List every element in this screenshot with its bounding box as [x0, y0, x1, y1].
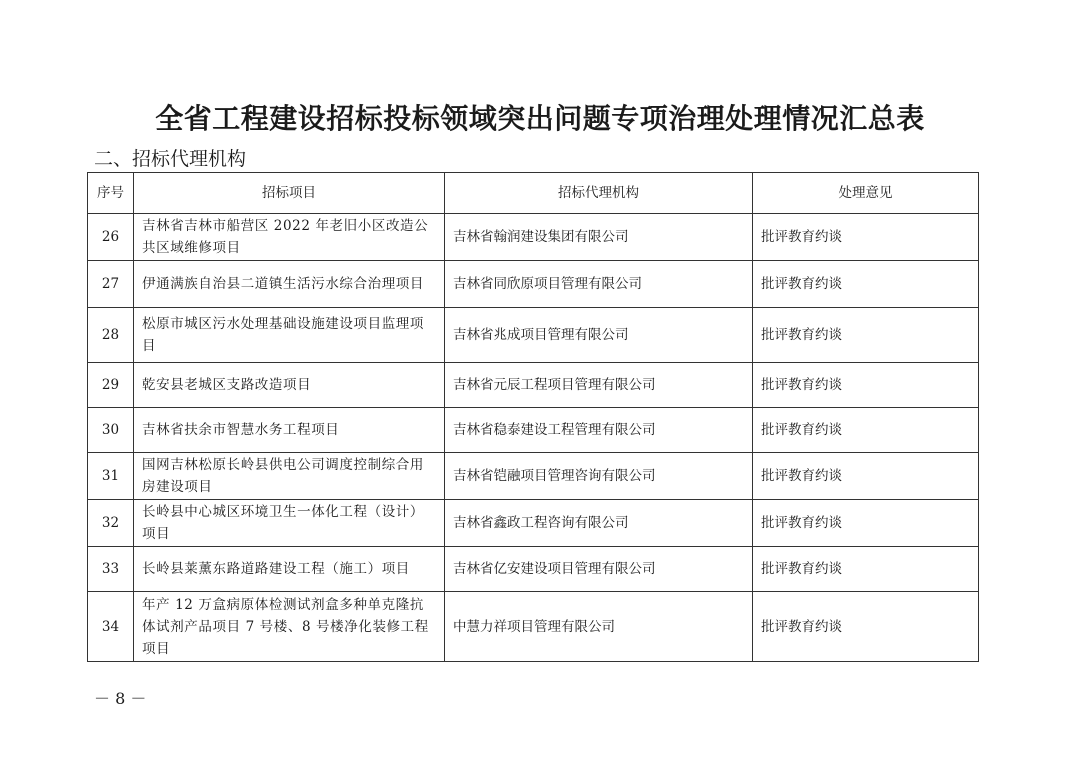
row-serial: 27	[88, 261, 134, 308]
summary-table	[87, 172, 979, 662]
row-opinion: 批评教育约谈	[753, 408, 979, 453]
row-agency: 吉林省元辰工程项目管理有限公司	[445, 363, 753, 408]
header-project: 招标项目	[134, 173, 445, 214]
row-opinion: 批评教育约谈	[753, 453, 979, 500]
row-agency: 吉林省同欣原项目管理有限公司	[445, 261, 753, 308]
header-serial: 序号	[88, 173, 134, 214]
row-project: 吉林省扶余市智慧水务工程项目	[134, 408, 445, 453]
row-serial: 33	[88, 547, 134, 592]
row-opinion: 批评教育约谈	[753, 363, 979, 408]
row-project: 吉林省吉林市船营区 2022 年老旧小区改造公共区域维修项目	[134, 214, 445, 261]
table-row	[88, 500, 979, 547]
row-project: 松原市城区污水处理基础设施建设项目监理项目	[134, 308, 445, 363]
table-row	[88, 363, 979, 408]
table-row	[88, 308, 979, 363]
document-title: 全省工程建设招标投标领域突出问题专项治理处理情况汇总表	[155, 102, 925, 135]
row-agency: 吉林省翰润建设集团有限公司	[445, 214, 753, 261]
table-row	[88, 214, 979, 261]
table-row	[88, 592, 979, 662]
row-serial: 32	[88, 500, 134, 547]
table-row	[88, 261, 979, 308]
row-opinion: 批评教育约谈	[753, 261, 979, 308]
row-agency: 吉林省稳泰建设工程管理有限公司	[445, 408, 753, 453]
row-project: 伊通满族自治县二道镇生活污水综合治理项目	[134, 261, 445, 308]
row-project: 长岭县中心城区环境卫生一体化工程（设计）项目	[134, 500, 445, 547]
table-row	[88, 453, 979, 500]
table-header-row	[88, 173, 979, 214]
row-serial: 31	[88, 453, 134, 500]
row-opinion: 批评教育约谈	[753, 308, 979, 363]
row-serial: 28	[88, 308, 134, 363]
row-agency: 中慧力祥项目管理有限公司	[445, 592, 753, 662]
row-agency: 吉林省铠融项目管理咨询有限公司	[445, 453, 753, 500]
page-number: － 8 －	[94, 689, 147, 708]
table-row	[88, 547, 979, 592]
row-serial: 29	[88, 363, 134, 408]
row-agency: 吉林省鑫政工程咨询有限公司	[445, 500, 753, 547]
row-opinion: 批评教育约谈	[753, 214, 979, 261]
row-project: 年产 12 万盒病原体检测试剂盒多种单克隆抗体试剂产品项目 7 号楼、8 号楼净化装修工程项目	[134, 592, 445, 662]
row-agency: 吉林省亿安建设项目管理有限公司	[445, 547, 753, 592]
row-project: 乾安县老城区支路改造项目	[134, 363, 445, 408]
row-agency: 吉林省兆成项目管理有限公司	[445, 308, 753, 363]
row-project: 长岭县莱薰东路道路建设工程（施工）项目	[134, 547, 445, 592]
table-row	[88, 408, 979, 453]
row-project: 国网吉林松原长岭县供电公司调度控制综合用房建设项目	[134, 453, 445, 500]
row-opinion: 批评教育约谈	[753, 547, 979, 592]
header-opinion: 处理意见	[753, 173, 979, 214]
row-serial: 30	[88, 408, 134, 453]
header-agency: 招标代理机构	[445, 173, 753, 214]
row-serial: 34	[88, 592, 134, 662]
section-heading: 二、招标代理机构	[94, 148, 247, 170]
row-serial: 26	[88, 214, 134, 261]
row-opinion: 批评教育约谈	[753, 500, 979, 547]
row-opinion: 批评教育约谈	[753, 592, 979, 662]
